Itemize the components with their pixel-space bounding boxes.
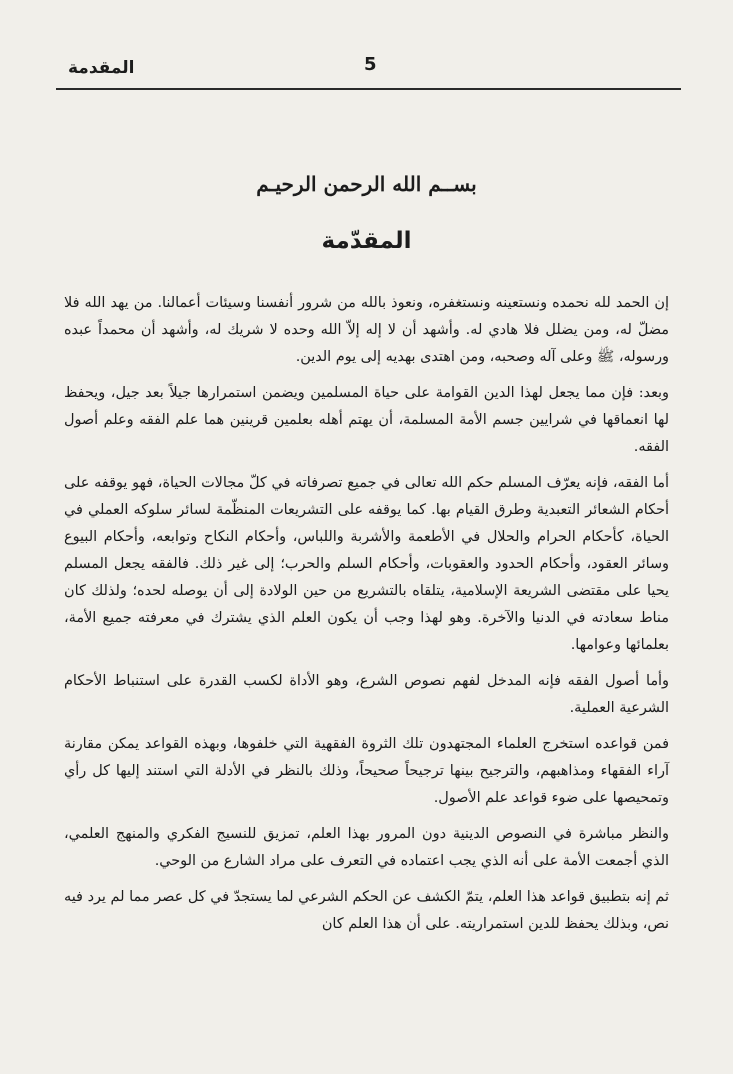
running-header	[56, 52, 681, 90]
body-text	[64, 290, 669, 947]
paragraph: وأما أصول الفقه فإنه المدخل لفهم نصوص الشرع، وهو الأداة لكسب القدرة على استنباط الأحكام الشرعية العملية.	[64, 673, 669, 716]
paragraph: فمن قواعده استخرج العلماء المجتهدون تلك الثروة الفقهية التي خلفوها، وبهذه القواعد يمكن مقارنة آراء الفقهاء ومذاهبهم، والترجيح بينها ترجيحاً صحيحاً، وذلك بالنظر في الأدلة التي استند إليها كل رأي وتمحيصها على ضوء قواعد علم الأصول.	[64, 736, 669, 806]
paragraph: أما الفقه، فإنه يعرّف المسلم حكم الله تعالى في جميع تصرفاته في كلّ مجالات الحياة، فهو يوقفه على أحكام الشعائر التعبدية وطرق القيام بها. كما يوقفه على التشريعات المنظّمة لسائر سلوكه العملي في الحياة، كأحكام الحرام والحلال في الأطعمة والأشربة واللباس، وأحكام النكاح وتوابعه، وأحكام البيوع وسائر العقود، وأحكام الحدود والعقوبات، وأحكام السلم والحرب؛ إلى غير ذلك. فالفقه يجعل المسلم يحيا على مقتضى الشريعة الإسلامية، يتلقاه بالتشريع من حين الولادة إلى أن يوصله لحده؛ ولذلك كان مناط سعادته في الدنيا والآخرة. وهو لهذا وجب أن يكون العلم الذي يشترك في معرفته جميع الأمة، بعلمائها وعوامها.	[64, 475, 669, 653]
paragraph: وبعد: فإن مما يجعل لهذا الدين القوامة على حياة المسلمين ويضمن استمرارها جيلاً بعد جيل، ويحفظ لها انعماقها في شرايين جسم الأمة المسلمة، أن يهتم أهله بعلمين قرينين هما علم الفقه وعلم أصول الفقه.	[64, 385, 669, 455]
page-number: 5	[364, 54, 377, 75]
paragraph: والنظر مباشرة في النصوص الدينية دون المرور بهذا العلم، تمزيق للنسيج الفكري والمنهج العلمي، الذي أجمعت الأمة على أنه الذي يجب اعتماده في التعرف على مراد الشارع من الوحي.	[64, 826, 669, 869]
running-header-title: المقدمة	[68, 58, 135, 78]
basmala-heading: بســم الله الرحمن الرحيـم	[256, 172, 477, 196]
paragraph: إن الحمد لله نحمده ونستعينه ونستغفره، ونعوذ بالله من شرور أنفسنا وسيئات أعمالنا. من يهد الله فلا مضلّ له، ومن يضلل فلا هادي له. وأشهد أن لا إله إلاّ الله وحده لا شريك له، وأشهد أن محمداً عبده ورسوله، ﷺ وعلى آله وصحبه، ومن اهتدى بهديه إلى يوم الدين.	[64, 295, 669, 365]
section-title: المقدّمة	[321, 228, 412, 254]
paragraph: ثم إنه بتطبيق قواعد هذا العلم، يتمّ الكشف عن الحكم الشرعي لما يستجدّ في كل عصر مما لم يرد فيه نص، وبذلك يحفظ للدين استمراريته. على أن هذا العلم كان	[64, 889, 669, 932]
